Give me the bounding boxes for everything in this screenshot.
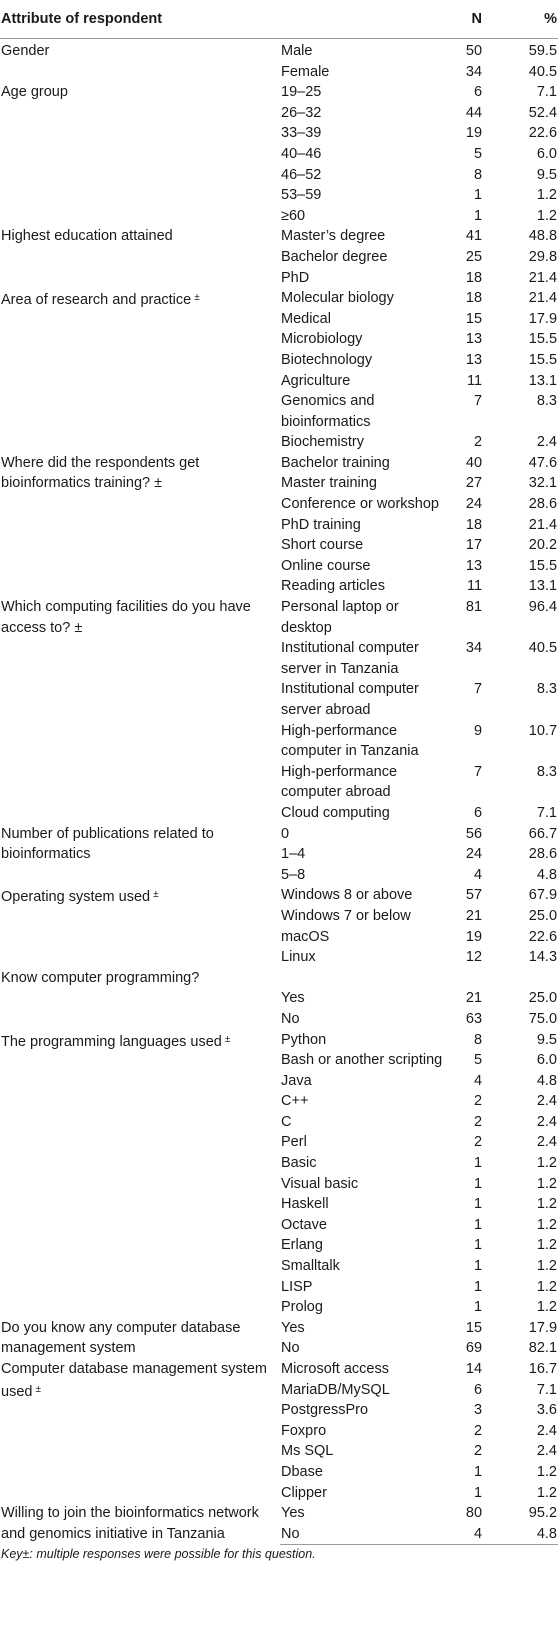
percent-cell: 8.3 <box>536 763 558 780</box>
count-cell: 1 <box>473 1463 483 1480</box>
percent-cell: 67.9 <box>528 887 558 904</box>
multiple-response-mark: ± <box>153 889 159 901</box>
attribute-text: Area of research and practice <box>1 292 192 309</box>
count-cell: 13 <box>465 351 483 368</box>
table-row <box>0 288 558 309</box>
attribute-text: Gender <box>1 43 50 59</box>
percent-cell: 6.0 <box>536 1052 558 1069</box>
count-cell: 1 <box>473 1155 483 1172</box>
count-cell: 18 <box>465 269 483 286</box>
count-cell: 40 <box>465 454 483 471</box>
count-cell: 81 <box>465 599 483 616</box>
count-cell: 7 <box>473 393 483 410</box>
count-cell: 2 <box>473 1134 483 1151</box>
percent-cell <box>484 968 558 989</box>
attribute-text: The programming languages used <box>1 1033 222 1050</box>
percent-cell: 1.2 <box>536 1175 558 1192</box>
attribute-label <box>0 1503 280 1545</box>
count-cell: 1 <box>473 1175 483 1192</box>
multiple-response-mark: ± <box>224 1033 231 1045</box>
table-row <box>0 1503 558 1524</box>
percent-cell: 32.1 <box>528 475 558 492</box>
count-cell: 2 <box>473 1113 483 1130</box>
category-cell: C <box>281 1113 292 1130</box>
table-header-row <box>0 0 558 39</box>
category-cell: 33–39 <box>281 125 322 142</box>
count-cell: 6 <box>473 1381 483 1398</box>
count-cell: 1 <box>473 1278 483 1295</box>
count-cell: 34 <box>465 63 483 80</box>
percent-cell: 1.2 <box>536 1484 558 1501</box>
percent-cell: 1.2 <box>536 1216 558 1233</box>
percent-cell: 17.9 <box>528 310 558 327</box>
count-cell: 2 <box>473 434 483 451</box>
attribute-label <box>0 824 280 886</box>
category-cell: Foxpro <box>281 1422 327 1439</box>
percent-cell: 22.6 <box>528 928 558 945</box>
attribute-label <box>0 226 280 288</box>
category-cell: 19–25 <box>281 84 322 101</box>
category-cell <box>280 968 448 989</box>
count-cell: 1 <box>473 1237 483 1254</box>
percent-cell: 15.5 <box>528 557 558 574</box>
percent-cell: 21.4 <box>528 290 558 307</box>
category-cell: Yes <box>281 1505 305 1522</box>
category-cell: Basic <box>281 1155 317 1172</box>
category-cell: Master’s degree <box>281 228 386 245</box>
count-cell: 18 <box>465 516 483 533</box>
percent-cell: 2.4 <box>536 1113 558 1130</box>
category-cell: ≥60 <box>281 207 306 224</box>
category-cell: Medical <box>281 310 331 327</box>
count-cell: 1 <box>473 1196 483 1213</box>
count-cell: 9 <box>473 722 483 739</box>
count-cell <box>448 968 484 989</box>
category-cell: Reading articles <box>281 578 385 595</box>
category-cell: Java <box>281 1072 312 1089</box>
category-cell: Windows 8 or above <box>281 887 413 904</box>
percent-cell: 1.2 <box>536 187 558 204</box>
percent-cell: 40.5 <box>528 63 558 80</box>
multiple-response-mark: ± <box>194 292 200 304</box>
category-cell: Microbiology <box>281 331 363 348</box>
category-cell: No <box>280 1524 448 1545</box>
count-cell: 15 <box>465 310 483 327</box>
count-cell: 80 <box>465 1505 483 1522</box>
percent-cell: 10.7 <box>528 722 558 739</box>
table-row <box>0 453 558 474</box>
category-cell: 53–59 <box>281 187 322 204</box>
attribute-text: Which computing facilities do you have access to? ± <box>1 599 251 636</box>
category-cell: Institutional computer server in Tanzania <box>281 640 419 677</box>
count-cell: 8 <box>473 1031 483 1048</box>
category-cell: Personal laptop or desktop <box>281 599 399 636</box>
count-cell: 21 <box>465 907 483 924</box>
percent-cell: 48.8 <box>528 228 558 245</box>
attribute-label <box>0 82 280 226</box>
multiple-response-mark: ± <box>35 1383 41 1395</box>
category-cell: Female <box>281 63 330 80</box>
attribute-label <box>0 1359 280 1503</box>
table-row <box>0 39 558 62</box>
percent-cell: 1.2 <box>536 1278 558 1295</box>
percent-cell: 9.5 <box>536 166 558 183</box>
category-cell: Online course <box>281 557 371 574</box>
count-cell: 6 <box>473 804 483 821</box>
attribute-text: Computer database management system used <box>1 1361 267 1400</box>
percent-cell: 2.4 <box>536 1093 558 1110</box>
category-cell: Male <box>281 43 313 59</box>
percent-cell: 1.2 <box>536 1258 558 1275</box>
table-row <box>0 82 558 103</box>
count-cell: 19 <box>465 928 483 945</box>
count-cell: 18 <box>465 290 483 307</box>
count-cell: 63 <box>465 1010 483 1027</box>
count-cell: 11 <box>466 372 483 389</box>
percent-cell: 14.3 <box>528 949 558 966</box>
table-row <box>0 885 558 906</box>
count-cell: 7 <box>473 763 483 780</box>
percent-cell: 1.2 <box>536 1237 558 1254</box>
category-cell: No <box>281 1010 300 1027</box>
percent-cell: 17.9 <box>528 1319 558 1336</box>
percent-cell: 2.4 <box>536 434 558 451</box>
category-cell: MariaDB/MySQL <box>281 1381 390 1398</box>
count-cell: 5 <box>473 1052 483 1069</box>
table-footnote: Key±: multiple responses were possible for this question. <box>1 1547 316 1562</box>
table-row <box>0 226 558 247</box>
attribute-label <box>0 288 280 453</box>
attribute-text: Where did the respondents get bioinformatics training? ± <box>1 454 200 492</box>
count-cell: 1 <box>473 1299 483 1316</box>
category-cell: Yes <box>281 1319 305 1336</box>
attribute-text: Age group <box>1 84 68 101</box>
count-cell: 19 <box>465 125 483 142</box>
count-cell: 3 <box>473 1402 483 1419</box>
count-cell: 2 <box>473 1443 483 1460</box>
table-body <box>0 39 558 1545</box>
category-cell: Erlang <box>281 1237 323 1254</box>
percent-cell: 6.0 <box>536 145 558 162</box>
count-cell: 5 <box>473 145 483 162</box>
count-cell: 25 <box>465 248 483 265</box>
count-cell: 56 <box>465 825 483 842</box>
count-cell: 2 <box>473 1422 483 1439</box>
attribute-label <box>0 1318 280 1359</box>
category-cell: Visual basic <box>281 1175 359 1192</box>
category-cell: Clipper <box>281 1484 327 1501</box>
category-cell: Bachelor training <box>281 454 390 471</box>
percent-cell: 28.6 <box>528 496 558 513</box>
percent-cell: 20.2 <box>528 537 558 554</box>
attribute-text: Know computer programming? <box>1 969 200 986</box>
category-cell: 1–4 <box>281 846 306 863</box>
percent-cell: 7.1 <box>536 804 558 821</box>
percent-cell: 4.8 <box>536 1072 558 1089</box>
percent-cell: 21.4 <box>528 269 558 286</box>
attribute-label <box>0 1030 280 1318</box>
attribute-label <box>0 968 280 1030</box>
category-cell: Institutional computer server abroad <box>281 681 419 718</box>
category-cell: 26–32 <box>281 104 322 121</box>
count-cell: 69 <box>465 1340 483 1357</box>
percent-cell: 4.8 <box>536 866 558 883</box>
percent-cell: 15.5 <box>528 331 558 348</box>
percent-cell: 59.5 <box>528 43 558 59</box>
attribute-text: Number of publications related to bioinformatics <box>1 825 214 863</box>
count-cell: 1 <box>473 207 483 224</box>
percent-cell: 7.1 <box>536 1381 558 1398</box>
count-cell: 1 <box>473 1216 483 1233</box>
category-cell: No <box>281 1340 300 1357</box>
count-cell: 27 <box>465 475 483 492</box>
count-cell: 14 <box>465 1361 483 1377</box>
category-cell: Prolog <box>281 1299 323 1316</box>
category-cell: Biotechnology <box>281 351 373 368</box>
category-cell: Microsoft access <box>281 1361 389 1377</box>
table-row <box>0 1318 558 1339</box>
percent-cell: 15.5 <box>528 351 558 368</box>
percent-cell: 2.4 <box>536 1443 558 1460</box>
count-cell: 44 <box>465 104 483 121</box>
count-cell: 1 <box>473 187 483 204</box>
category-cell: LISP <box>281 1278 313 1295</box>
count-cell: 57 <box>465 887 483 904</box>
attribute-label <box>0 597 280 824</box>
attribute-text: Willing to join the bioinformatics network and genomics initiative in Tanzania <box>1 1505 259 1542</box>
percent-cell: 3.6 <box>536 1402 558 1419</box>
percent-cell: 52.4 <box>528 104 558 121</box>
percent-cell: 2.4 <box>536 1134 558 1151</box>
category-cell: Octave <box>281 1216 327 1233</box>
header-percent: % <box>484 0 558 39</box>
count-cell: 17 <box>465 537 483 554</box>
category-cell: High-performance computer in Tanzania <box>281 722 419 760</box>
category-cell: Bachelor degree <box>281 248 388 265</box>
percent-cell: 9.5 <box>536 1031 558 1048</box>
category-cell: Windows 7 or below <box>281 907 411 924</box>
table-row <box>0 1359 558 1380</box>
category-cell: Conference or workshop <box>281 496 439 513</box>
percent-cell: 75.0 <box>528 1010 558 1027</box>
table-row <box>0 1030 558 1051</box>
count-cell: 13 <box>465 331 483 348</box>
percent-cell: 13.1 <box>528 372 558 389</box>
category-cell: Cloud computing <box>281 804 390 821</box>
percent-cell: 25.0 <box>528 990 558 1007</box>
category-cell: PhD training <box>281 516 361 533</box>
attribute-label <box>0 453 280 597</box>
count-cell: 8 <box>473 166 483 183</box>
percent-cell: 1.2 <box>536 207 558 224</box>
category-cell: PostgressPro <box>281 1402 369 1419</box>
percent-cell: 8.3 <box>536 681 558 698</box>
category-cell: Master training <box>281 475 377 492</box>
count-cell: 11 <box>466 578 483 595</box>
percent-cell: 4.8 <box>484 1524 558 1545</box>
percent-cell: 1.2 <box>536 1155 558 1172</box>
header-n: N <box>448 0 484 39</box>
category-cell: Short course <box>281 537 364 554</box>
category-cell: High-performance computer abroad <box>281 763 398 801</box>
category-cell: 46–52 <box>281 166 322 183</box>
percent-cell: 8.3 <box>536 393 558 410</box>
header-attribute: Attribute of respondent <box>0 0 448 39</box>
attribute-text: Do you know any computer database management system <box>1 1319 241 1357</box>
percent-cell: 82.1 <box>528 1340 558 1357</box>
count-cell: 41 <box>465 228 483 245</box>
percent-cell: 66.7 <box>528 825 558 842</box>
percent-cell: 47.6 <box>528 454 558 471</box>
percent-cell: 96.4 <box>528 599 558 616</box>
percent-cell: 1.2 <box>536 1196 558 1213</box>
category-cell: Biochemistry <box>281 434 364 451</box>
percent-cell: 29.8 <box>528 248 558 265</box>
percent-cell: 1.2 <box>536 1299 558 1316</box>
percent-cell: 13.1 <box>528 578 558 595</box>
category-cell: Python <box>281 1031 327 1048</box>
count-cell: 21 <box>465 990 483 1007</box>
category-cell: Yes <box>281 990 305 1007</box>
attribute-label <box>0 885 280 967</box>
count-cell: 6 <box>473 84 483 101</box>
count-cell: 24 <box>465 846 483 863</box>
category-cell: Agriculture <box>281 372 351 389</box>
percent-cell: 16.7 <box>528 1361 558 1377</box>
percent-cell: 21.4 <box>528 516 558 533</box>
count-cell: 15 <box>465 1319 483 1336</box>
count-cell: 4 <box>473 866 483 883</box>
count-cell: 1 <box>473 1484 483 1501</box>
attribute-text: Operating system used <box>1 889 151 906</box>
category-cell: Linux <box>281 949 316 966</box>
category-cell: Dbase <box>281 1463 323 1480</box>
percent-cell: 22.6 <box>528 125 558 142</box>
percent-cell: 2.4 <box>536 1422 558 1439</box>
category-cell: Bash or another scripting <box>281 1052 443 1069</box>
count-cell: 2 <box>473 1093 483 1110</box>
category-cell: macOS <box>281 928 330 945</box>
table-row <box>0 824 558 845</box>
category-cell: Genomics and bioinformatics <box>281 393 375 430</box>
category-cell: Ms SQL <box>281 1443 334 1460</box>
count-cell: 24 <box>465 496 483 513</box>
percent-cell: 28.6 <box>528 846 558 863</box>
count-cell: 7 <box>473 681 483 698</box>
category-cell: Smalltalk <box>281 1258 340 1275</box>
count-cell: 12 <box>465 949 483 966</box>
percent-cell: 1.2 <box>536 1463 558 1480</box>
count-cell: 34 <box>465 640 483 657</box>
category-cell: C++ <box>281 1093 309 1110</box>
percent-cell: 25.0 <box>528 907 558 924</box>
category-cell: Molecular biology <box>281 290 394 307</box>
category-cell: Haskell <box>281 1196 329 1213</box>
count-cell: 4 <box>473 1072 483 1089</box>
category-cell: 0 <box>281 825 290 842</box>
percent-cell: 7.1 <box>536 84 558 101</box>
category-cell: 40–46 <box>281 145 322 162</box>
count-cell: 4 <box>448 1524 484 1545</box>
count-cell: 1 <box>473 1258 483 1275</box>
category-cell: 5–8 <box>281 866 306 883</box>
attribute-text: Highest education attained <box>1 228 173 245</box>
percent-cell: 40.5 <box>528 640 558 657</box>
percent-cell: 95.2 <box>528 1505 558 1522</box>
table-row <box>0 597 558 638</box>
attribute-label <box>0 39 280 83</box>
category-cell: Perl <box>281 1134 307 1151</box>
table-header <box>0 0 558 39</box>
count-cell: 13 <box>465 557 483 574</box>
category-cell: PhD <box>281 269 310 286</box>
table-row <box>0 968 558 989</box>
count-cell: 50 <box>465 43 483 59</box>
